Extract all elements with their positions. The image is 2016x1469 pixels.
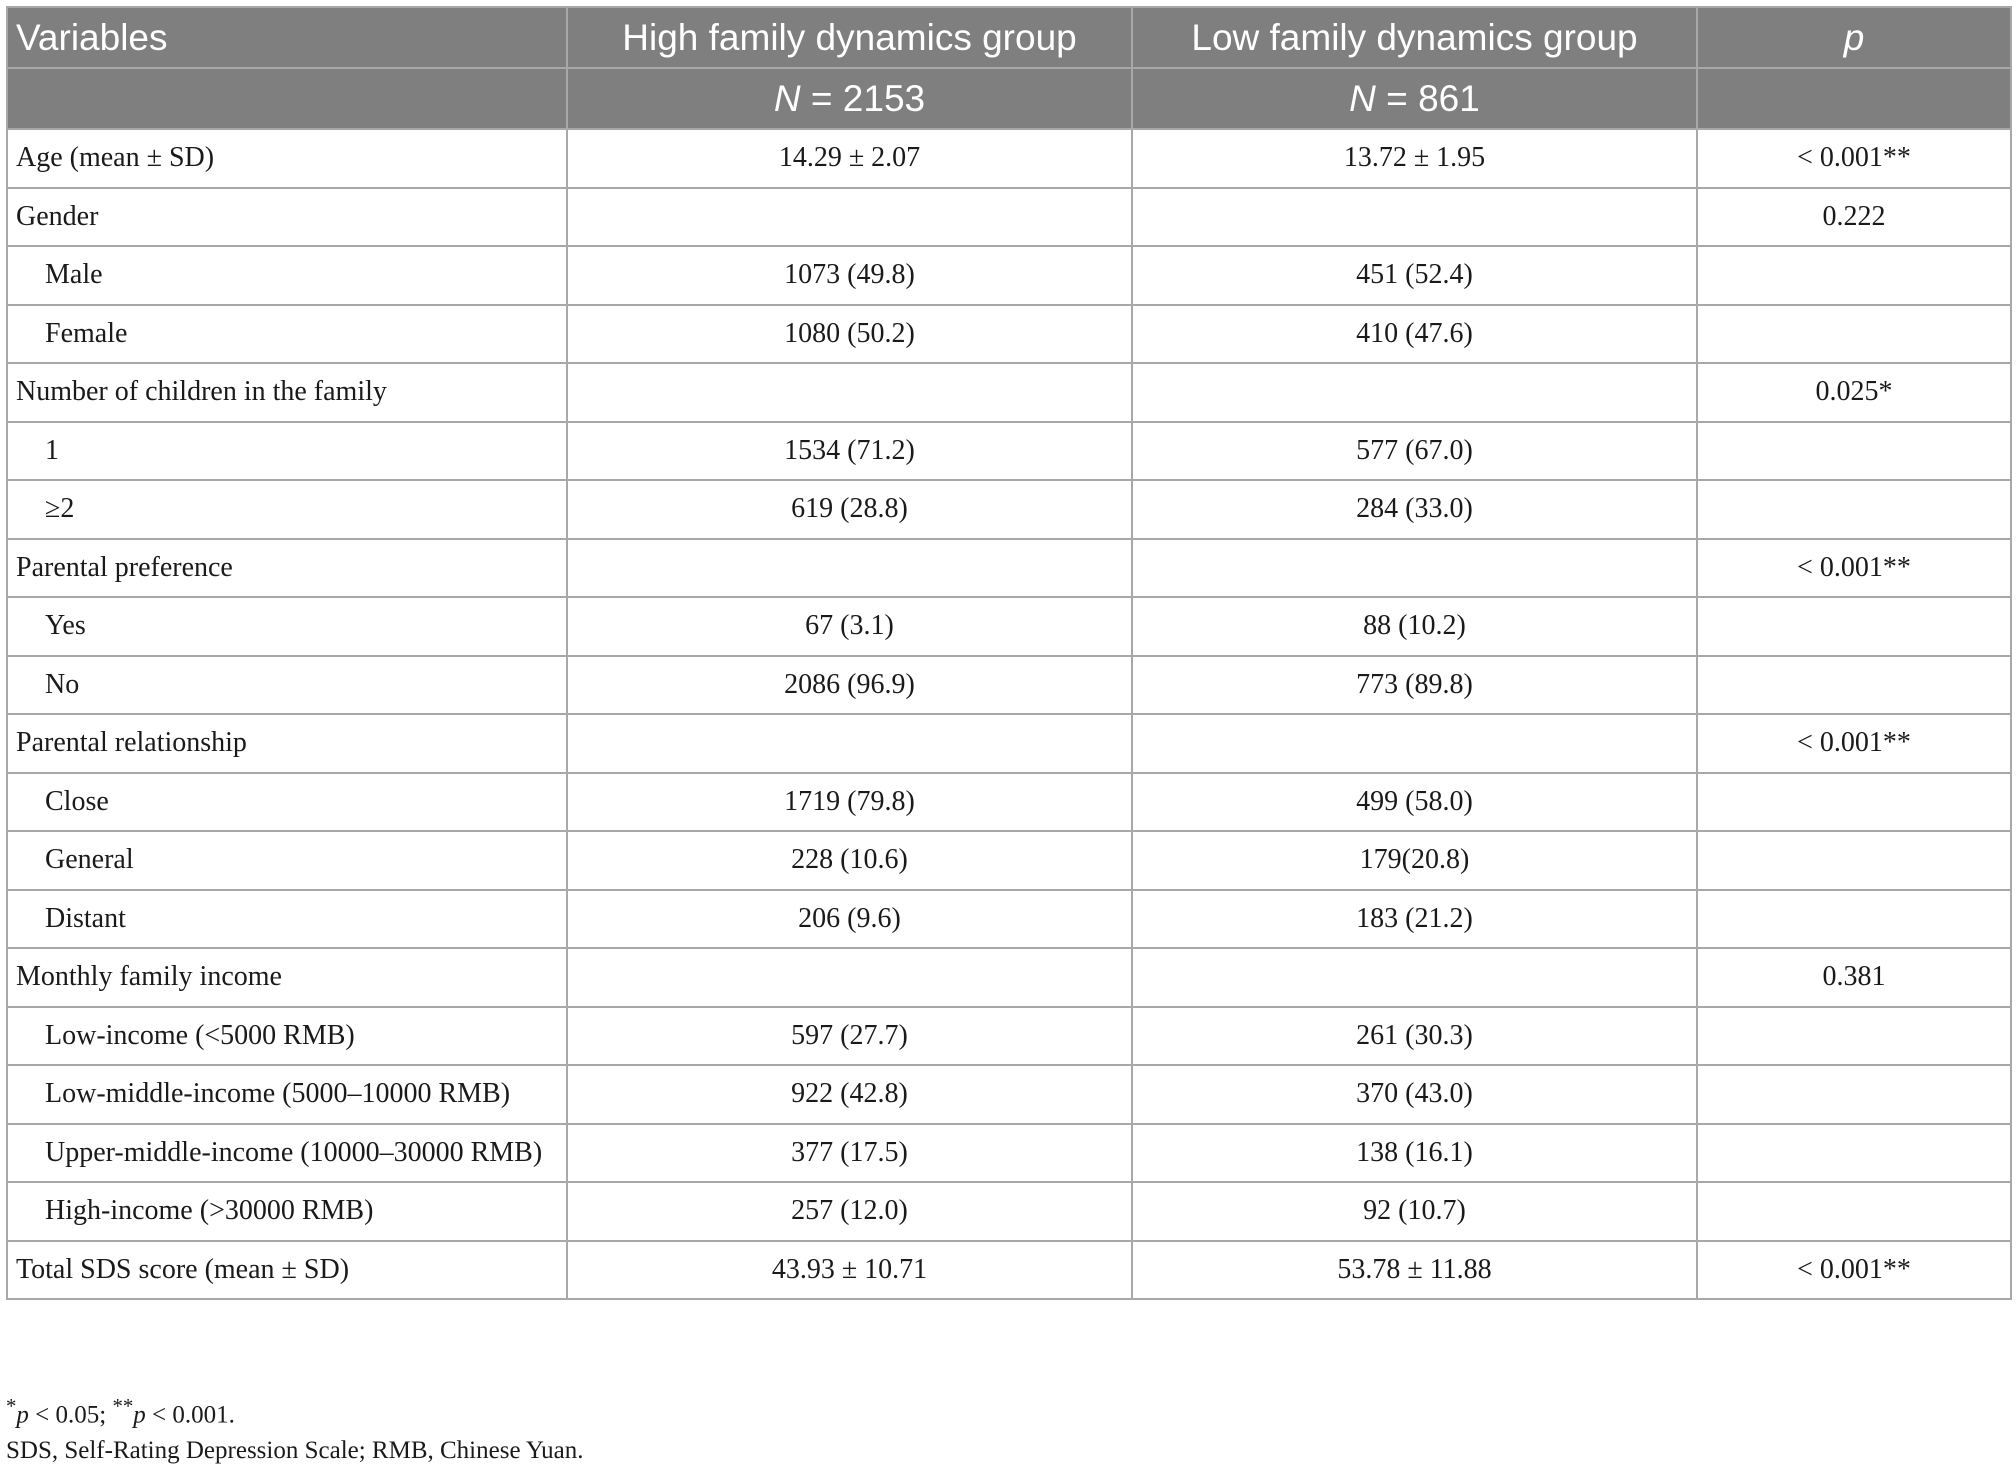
cell-high-group bbox=[567, 363, 1132, 422]
header-low-n-symbol: N bbox=[1349, 77, 1376, 119]
row-label: Yes bbox=[7, 597, 567, 656]
demographics-table bbox=[6, 6, 2012, 1300]
cell-low-group: 13.72 ± 1.95 bbox=[1132, 129, 1697, 188]
cell-low-group bbox=[1132, 948, 1697, 1007]
cell-p-value: < 0.001** bbox=[1697, 1241, 2011, 1300]
row-label: High-income (>30000 RMB) bbox=[7, 1182, 567, 1241]
cell-high-group: 67 (3.1) bbox=[567, 597, 1132, 656]
row-label: Parental relationship bbox=[7, 714, 567, 773]
row-label: Male bbox=[7, 246, 567, 305]
table-row bbox=[7, 422, 2011, 481]
cell-high-group bbox=[567, 188, 1132, 247]
cell-p-value bbox=[1697, 480, 2011, 539]
cell-p-value: 0.222 bbox=[1697, 188, 2011, 247]
cell-p-value bbox=[1697, 246, 2011, 305]
row-label: Total SDS score (mean ± SD) bbox=[7, 1241, 567, 1300]
cell-low-group bbox=[1132, 714, 1697, 773]
cell-high-group: 257 (12.0) bbox=[567, 1182, 1132, 1241]
row-label: No bbox=[7, 656, 567, 715]
cell-high-group: 1073 (49.8) bbox=[567, 246, 1132, 305]
cell-low-group bbox=[1132, 188, 1697, 247]
cell-high-group: 43.93 ± 10.71 bbox=[567, 1241, 1132, 1300]
cell-low-group: 370 (43.0) bbox=[1132, 1065, 1697, 1124]
footnote-star-double: ** bbox=[112, 1394, 134, 1418]
table-row bbox=[7, 129, 2011, 188]
cell-low-group bbox=[1132, 539, 1697, 598]
footnote-significance bbox=[6, 1388, 584, 1433]
cell-high-group: 1534 (71.2) bbox=[567, 422, 1132, 481]
cell-high-group: 1719 (79.8) bbox=[567, 773, 1132, 832]
table-row bbox=[7, 597, 2011, 656]
cell-low-group: 53.78 ± 11.88 bbox=[1132, 1241, 1697, 1300]
table-row bbox=[7, 831, 2011, 890]
footnote-p-symbol-2: p bbox=[133, 1401, 146, 1429]
table-row bbox=[7, 539, 2011, 598]
header-row-titles bbox=[7, 7, 2011, 68]
cell-low-group: 284 (33.0) bbox=[1132, 480, 1697, 539]
cell-low-group: 88 (10.2) bbox=[1132, 597, 1697, 656]
table-row bbox=[7, 188, 2011, 247]
table-row bbox=[7, 363, 2011, 422]
cell-p-value bbox=[1697, 1007, 2011, 1066]
cell-low-group: 138 (16.1) bbox=[1132, 1124, 1697, 1183]
cell-p-value bbox=[1697, 1065, 2011, 1124]
cell-p-value: < 0.001** bbox=[1697, 714, 2011, 773]
cell-high-group: 1080 (50.2) bbox=[567, 305, 1132, 364]
table-row bbox=[7, 1124, 2011, 1183]
cell-p-value: 0.025* bbox=[1697, 363, 2011, 422]
header-p-symbol: p bbox=[1843, 16, 1865, 58]
row-label: Monthly family income bbox=[7, 948, 567, 1007]
table-row bbox=[7, 246, 2011, 305]
cell-p-value bbox=[1697, 305, 2011, 364]
row-label: Distant bbox=[7, 890, 567, 949]
header-row-sample-size bbox=[7, 68, 2011, 129]
cell-high-group bbox=[567, 948, 1132, 1007]
cell-low-group: 410 (47.6) bbox=[1132, 305, 1697, 364]
cell-p-value bbox=[1697, 422, 2011, 481]
header-low-group: Low family dynamics group bbox=[1132, 7, 1697, 68]
cell-high-group bbox=[567, 539, 1132, 598]
cell-high-group: 228 (10.6) bbox=[567, 831, 1132, 890]
table-header bbox=[7, 7, 2011, 129]
cell-p-value bbox=[1697, 890, 2011, 949]
row-label: Parental preference bbox=[7, 539, 567, 598]
cell-p-value bbox=[1697, 656, 2011, 715]
row-label: Low-middle-income (5000–10000 RMB) bbox=[7, 1065, 567, 1124]
cell-low-group: 92 (10.7) bbox=[1132, 1182, 1697, 1241]
row-label: ≥2 bbox=[7, 480, 567, 539]
header-high-n-value: = 2153 bbox=[800, 77, 926, 119]
table-row bbox=[7, 948, 2011, 1007]
table-row bbox=[7, 1007, 2011, 1066]
row-label: Low-income (<5000 RMB) bbox=[7, 1007, 567, 1066]
header-variables: Variables bbox=[7, 7, 567, 68]
header-low-n bbox=[1132, 68, 1697, 129]
table-row bbox=[7, 773, 2011, 832]
table-row bbox=[7, 1182, 2011, 1241]
header-blank-right bbox=[1697, 68, 2011, 129]
cell-p-value bbox=[1697, 597, 2011, 656]
row-label: Upper-middle-income (10000–30000 RMB) bbox=[7, 1124, 567, 1183]
table-row bbox=[7, 480, 2011, 539]
table-row bbox=[7, 714, 2011, 773]
header-p-value bbox=[1697, 7, 2011, 68]
table-row bbox=[7, 1065, 2011, 1124]
cell-high-group: 619 (28.8) bbox=[567, 480, 1132, 539]
cell-high-group: 2086 (96.9) bbox=[567, 656, 1132, 715]
cell-high-group: 597 (27.7) bbox=[567, 1007, 1132, 1066]
cell-high-group: 14.29 ± 2.07 bbox=[567, 129, 1132, 188]
table-row bbox=[7, 305, 2011, 364]
footnote-threshold-1: < 0.05; bbox=[28, 1401, 113, 1429]
footnote-p-symbol-1: p bbox=[16, 1401, 29, 1429]
cell-p-value: < 0.001** bbox=[1697, 539, 2011, 598]
demographics-table-container bbox=[6, 6, 2010, 1300]
cell-high-group: 377 (17.5) bbox=[567, 1124, 1132, 1183]
footnote-threshold-2: < 0.001. bbox=[145, 1401, 235, 1429]
cell-p-value bbox=[1697, 773, 2011, 832]
header-high-n-symbol: N bbox=[773, 77, 801, 119]
row-label: Age (mean ± SD) bbox=[7, 129, 567, 188]
cell-p-value bbox=[1697, 831, 2011, 890]
row-label: General bbox=[7, 831, 567, 890]
header-low-n-value: = 861 bbox=[1375, 77, 1480, 119]
cell-low-group: 451 (52.4) bbox=[1132, 246, 1697, 305]
cell-low-group: 183 (21.2) bbox=[1132, 890, 1697, 949]
footnote-star-single: * bbox=[6, 1394, 17, 1418]
cell-p-value: 0.381 bbox=[1697, 948, 2011, 1007]
cell-high-group: 922 (42.8) bbox=[567, 1065, 1132, 1124]
cell-low-group: 773 (89.8) bbox=[1132, 656, 1697, 715]
cell-p-value bbox=[1697, 1182, 2011, 1241]
header-high-n bbox=[567, 68, 1132, 129]
cell-p-value: < 0.001** bbox=[1697, 129, 2011, 188]
cell-high-group: 206 (9.6) bbox=[567, 890, 1132, 949]
footnote-abbreviations: SDS, Self-Rating Depression Scale; RMB, Chinese Yuan. bbox=[6, 1437, 584, 1465]
cell-low-group: 577 (67.0) bbox=[1132, 422, 1697, 481]
row-label: Close bbox=[7, 773, 567, 832]
table-row bbox=[7, 1241, 2011, 1300]
row-label: Number of children in the family bbox=[7, 363, 567, 422]
cell-low-group: 261 (30.3) bbox=[1132, 1007, 1697, 1066]
table-row bbox=[7, 656, 2011, 715]
row-label: Female bbox=[7, 305, 567, 364]
cell-high-group bbox=[567, 714, 1132, 773]
header-high-group: High family dynamics group bbox=[567, 7, 1132, 68]
row-label: 1 bbox=[7, 422, 567, 481]
header-blank-left bbox=[7, 68, 567, 129]
cell-low-group: 499 (58.0) bbox=[1132, 773, 1697, 832]
table-row bbox=[7, 890, 2011, 949]
table-footnotes bbox=[6, 1388, 584, 1469]
row-label: Gender bbox=[7, 188, 567, 247]
cell-low-group: 179(20.8) bbox=[1132, 831, 1697, 890]
cell-p-value bbox=[1697, 1124, 2011, 1183]
table-body bbox=[7, 129, 2011, 1299]
cell-low-group bbox=[1132, 363, 1697, 422]
